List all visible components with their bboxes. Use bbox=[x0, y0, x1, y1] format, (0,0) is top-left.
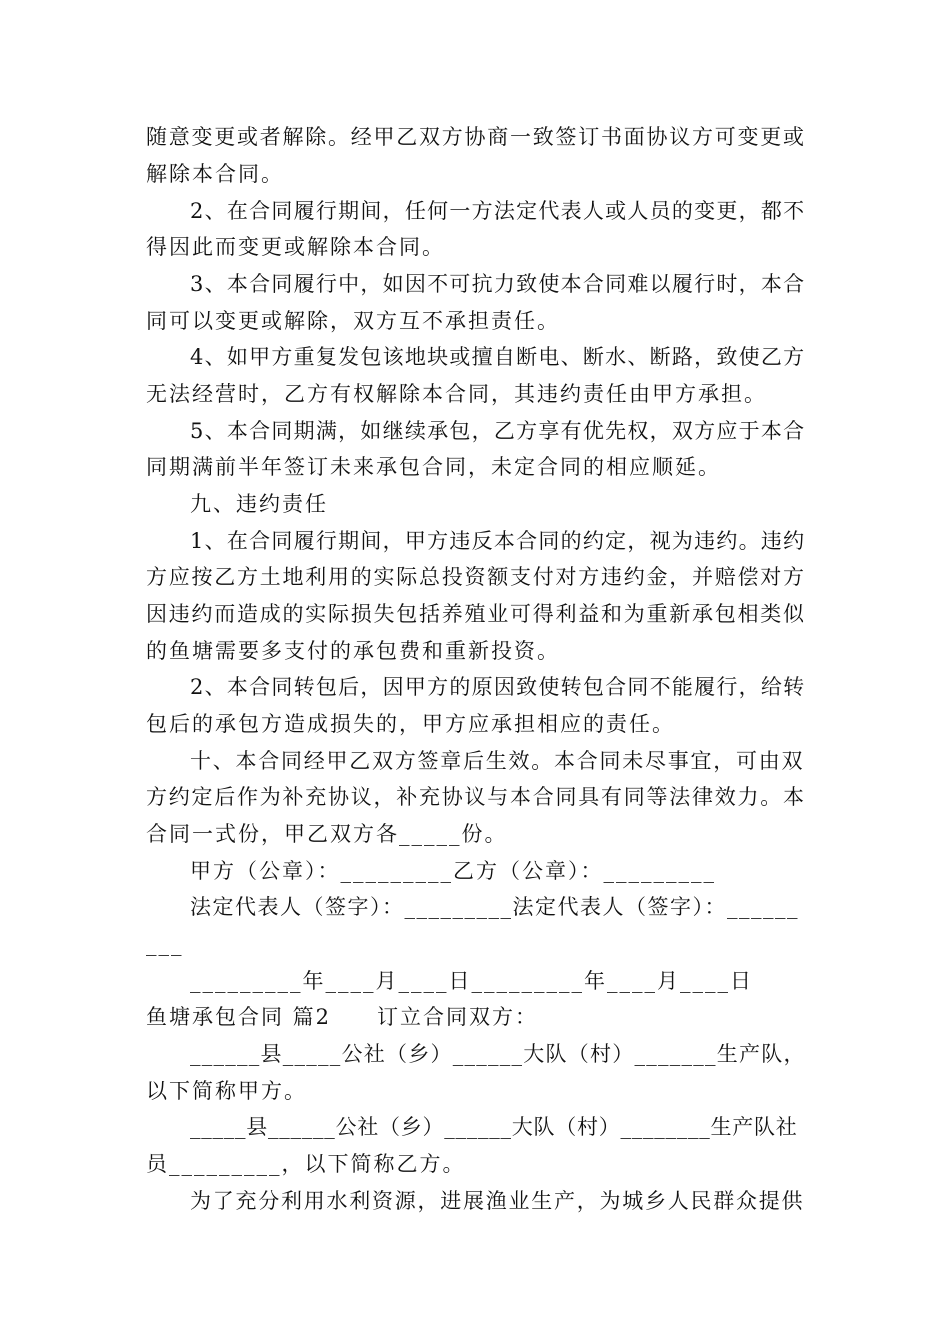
signature-line: 甲方（公章）：_________乙方（公章）：_________ bbox=[190, 859, 716, 883]
text-line: 随意变更或者解除。经甲乙双方协商一致签订书面协议方可变更或 bbox=[146, 125, 806, 149]
text-line: 1、在合同履行期间，甲方违反本合同的约定，视为违约。违约 bbox=[190, 529, 806, 553]
document-title: 鱼塘承包合同 篇2 订立合同双方： bbox=[146, 1005, 539, 1029]
text-line: 以下简称甲方。 bbox=[146, 1079, 307, 1103]
text-line: 的鱼塘需要多支付的承包费和重新投资。 bbox=[146, 639, 560, 663]
text-line: 十、本合同经甲乙双方签章后生效。本合同未尽事宜，可由双 bbox=[190, 749, 805, 773]
text-line: 方应按乙方土地利用的实际总投资额支付对方违约金，并赔偿对方 bbox=[146, 565, 806, 589]
text-line: 同期满前半年签订未来承包合同，未定合同的相应顺延。 bbox=[146, 455, 721, 479]
signature-line: 法定代表人（签字）：_________法定代表人（签字）：______ bbox=[190, 895, 799, 919]
text-line: 为了充分利用水利资源，进展渔业生产，为城乡人民群众提供 bbox=[190, 1189, 805, 1213]
section-heading: 九、违约责任 bbox=[190, 492, 328, 516]
text-line: 员_________，以下简称乙方。 bbox=[146, 1152, 466, 1176]
text-line: _____县______公社（乡）______大队（村）________生产队社 bbox=[190, 1115, 798, 1139]
signature-line: ___ bbox=[146, 932, 184, 956]
text-line: 4、如甲方重复发包该地块或擅自断电、断水、断路，致使乙方 bbox=[190, 345, 806, 369]
date-line: _________年____月____日_________年____月____日 bbox=[190, 969, 753, 993]
text-line: 2、本合同转包后，因甲方的原因致使转包合同不能履行，给转 bbox=[190, 675, 806, 699]
text-line: 方约定后作为补充协议，补充协议与本合同具有同等法律效力。本 bbox=[146, 785, 806, 809]
text-line: 同可以变更或解除，双方互不承担责任。 bbox=[146, 309, 560, 333]
text-line: 因违约而造成的实际损失包括养殖业可得利益和为重新承包相类似 bbox=[146, 602, 806, 626]
text-line: 得因此而变更或解除本合同。 bbox=[146, 235, 445, 259]
text-line: 包后的承包方造成损失的，甲方应承担相应的责任。 bbox=[146, 712, 675, 736]
text-line: ______县_____公社（乡）______大队（村）_______生产队， bbox=[190, 1042, 806, 1066]
text-line: 5、本合同期满，如继续承包，乙方享有优先权，双方应于本合 bbox=[190, 419, 806, 443]
text-line: 合同一式份，甲乙双方各_____份。 bbox=[146, 822, 508, 846]
text-line: 无法经营时，乙方有权解除本合同，其违约责任由甲方承担。 bbox=[146, 382, 767, 406]
text-line: 解除本合同。 bbox=[146, 162, 284, 186]
text-line: 3、本合同履行中，如因不可抗力致使本合同难以履行时，本合 bbox=[190, 272, 806, 296]
text-line: 2、在合同履行期间，任何一方法定代表人或人员的变更，都不 bbox=[190, 199, 806, 223]
